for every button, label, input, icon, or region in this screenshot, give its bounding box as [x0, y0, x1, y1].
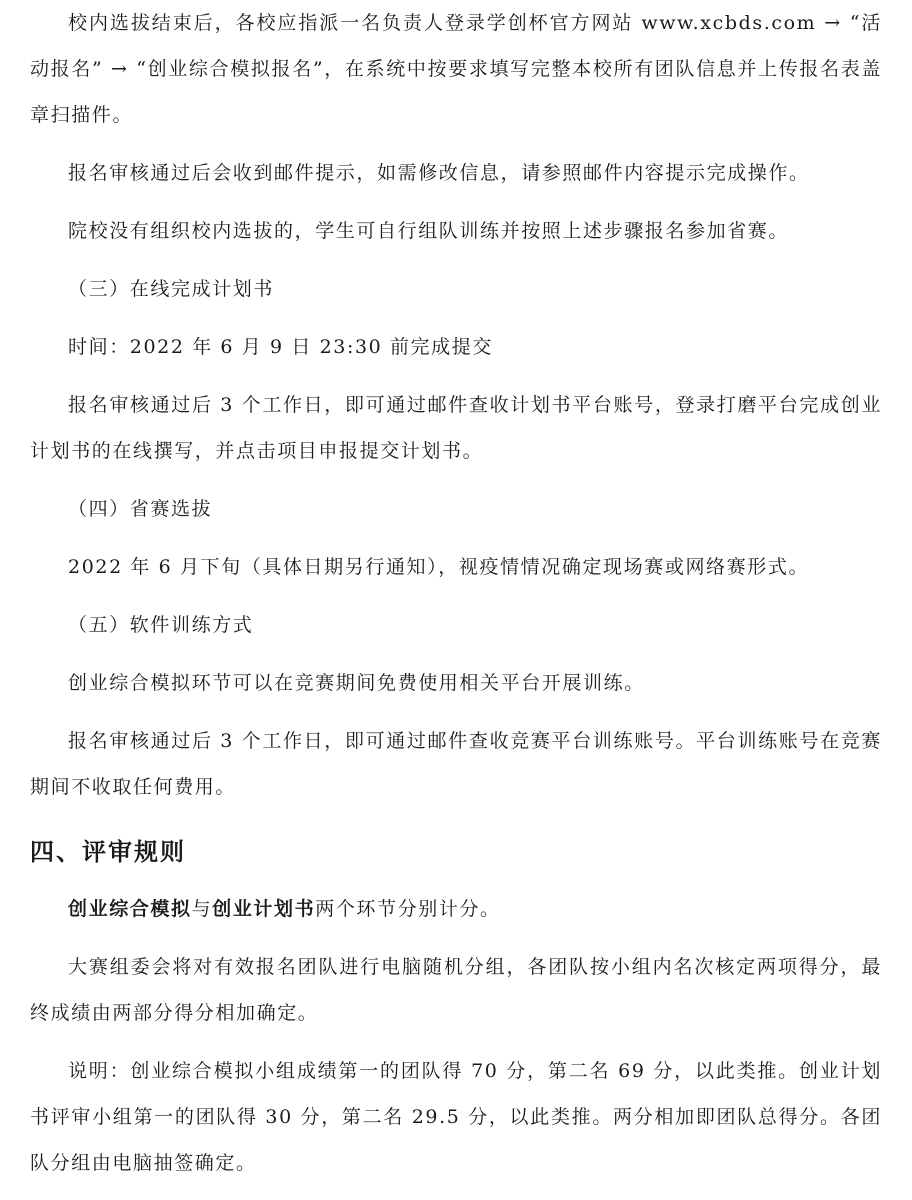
section-heading-4: 四、评审规则 [30, 838, 186, 866]
bold-term-business-plan: 创业计划书 [212, 898, 316, 920]
provincial-schedule-paragraph: 2022 年 6 月下旬（具体日期另行通知），视疫情情况确定现场赛或网络赛形式。 [68, 556, 810, 578]
review-notice-paragraph: 报名审核通过后会收到邮件提示，如需修改信息，请参照邮件内容提示完成操作。 [68, 162, 810, 184]
subsection-heading-3: （三）在线完成计划书 [68, 278, 275, 300]
bold-term-simulation: 创业综合模拟 [68, 898, 192, 920]
subsection-heading-5: （五）软件训练方式 [68, 614, 254, 636]
document-page [30, 0, 882, 1198]
plan-account-paragraph: 报名审核通过后 3 个工作日，即可通过邮件查收计划书平台账号，登录打磨平台完成创业计划书的在线撰写，并点击项目申报提交计划书。 [30, 394, 882, 462]
scoring-components-paragraph [30, 886, 882, 932]
deadline-paragraph: 时间：2022 年 6 月 9 日 23:30 前完成提交 [68, 336, 493, 358]
subsection-heading-4: （四）省赛选拔 [68, 498, 213, 520]
connector-text: 与 [191, 898, 213, 920]
grouping-paragraph: 大赛组委会将对有效报名团队进行电脑随机分组，各团队按小组内名次核定两项得分，最终成绩由两部分得分相加确定。 [30, 956, 882, 1024]
self-organize-paragraph: 院校没有组织校内选拔的，学生可自行组队训练并按照上述步骤报名参加省赛。 [68, 220, 790, 242]
registration-paragraph: 校内选拔结束后，各校应指派一名负责人登录学创杯官方网站 www.xcbds.com → “活动报名” → “创业综合模拟报名”，在系统中按要求填写完整本校所有团队信息并上传报名表盖章扫描件。 [30, 12, 882, 126]
scoring-explanation-paragraph: 说明：创业综合模拟小组成绩第一的团队得 70 分，第二名 69 分，以此类推。创业计划书评审小组第一的团队得 30 分，第二名 29.5 分，以此类推。两分相加即团队总得分。各团队分组由电脑抽签确定。 [30, 1060, 882, 1174]
training-account-paragraph: 报名审核通过后 3 个工作日，即可通过邮件查收竞赛平台训练账号。平台训练账号在竞赛期间不收取任何费用。 [30, 730, 882, 798]
scoring-components-tail: 两个环节分别计分。 [315, 898, 501, 920]
training-free-paragraph: 创业综合模拟环节可以在竞赛期间免费使用相关平台开展训练。 [68, 672, 645, 694]
